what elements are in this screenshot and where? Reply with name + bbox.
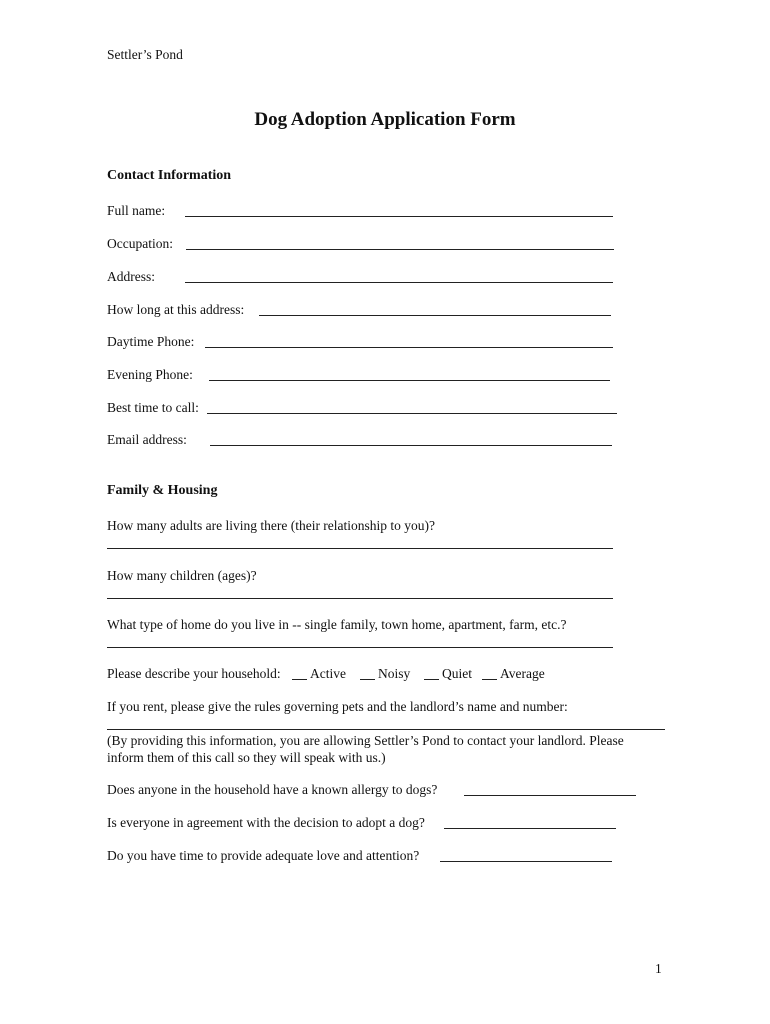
page-number: 1: [655, 961, 662, 976]
rent-answer-field[interactable]: [107, 729, 665, 730]
address-label: Address:: [107, 269, 155, 284]
email-field[interactable]: [210, 445, 612, 446]
household-option-average: Average: [500, 666, 545, 681]
household-option-quiet: Quiet: [442, 666, 472, 681]
children-answer-field[interactable]: [107, 598, 613, 599]
daytime-phone-label: Daytime Phone:: [107, 334, 195, 349]
adults-answer-field[interactable]: [107, 548, 613, 549]
allergy-question: Does anyone in the household have a known allergy to dogs?: [107, 782, 438, 797]
address-field[interactable]: [185, 282, 613, 283]
household-noisy-blank[interactable]: [360, 679, 375, 680]
evening-phone-label: Evening Phone:: [107, 367, 193, 382]
household-label: Please describe your household:: [107, 666, 281, 681]
household-average-blank[interactable]: [482, 679, 497, 680]
rent-question: If you rent, please give the rules governing pets and the landlord’s name and number:: [107, 699, 568, 714]
time-answer-field[interactable]: [440, 861, 612, 862]
children-question: How many children (ages)?: [107, 568, 257, 583]
household-option-active: Active: [310, 666, 346, 681]
family-heading: Family & Housing: [107, 483, 218, 498]
form-title: Dog Adoption Application Form: [254, 109, 516, 130]
home-type-question: What type of home do you live in -- single family, town home, apartment, farm, etc.?: [107, 617, 567, 632]
allergy-answer-field[interactable]: [464, 795, 636, 796]
household-active-blank[interactable]: [292, 679, 307, 680]
occupation-label: Occupation:: [107, 236, 173, 251]
household-quiet-blank[interactable]: [424, 679, 439, 680]
contact-heading: Contact Information: [107, 168, 232, 183]
how-long-label: How long at this address:: [107, 302, 245, 317]
agreement-question: Is everyone in agreement with the decision to adopt a dog?: [107, 815, 425, 830]
email-label: Email address:: [107, 432, 187, 447]
rent-note-line2: inform them of this call so they will speak with us.): [107, 750, 386, 765]
time-question: Do you have time to provide adequate love and attention?: [107, 848, 420, 863]
how-long-field[interactable]: [259, 315, 611, 316]
occupation-field[interactable]: [186, 249, 614, 250]
organization-header: Settler’s Pond: [107, 47, 183, 62]
agreement-answer-field[interactable]: [444, 828, 616, 829]
full-name-field[interactable]: [185, 216, 613, 217]
household-option-noisy: Noisy: [378, 666, 411, 681]
best-time-field[interactable]: [207, 413, 617, 414]
evening-phone-field[interactable]: [209, 380, 610, 381]
adults-question: How many adults are living there (their relationship to you)?: [107, 518, 436, 533]
best-time-label: Best time to call:: [107, 400, 199, 415]
full-name-label: Full name:: [107, 203, 166, 218]
home-type-answer-field[interactable]: [107, 647, 613, 648]
rent-note-line1: (By providing this information, you are allowing Settler’s Pond to contact your landlord. Please: [107, 733, 624, 748]
daytime-phone-field[interactable]: [205, 347, 613, 348]
